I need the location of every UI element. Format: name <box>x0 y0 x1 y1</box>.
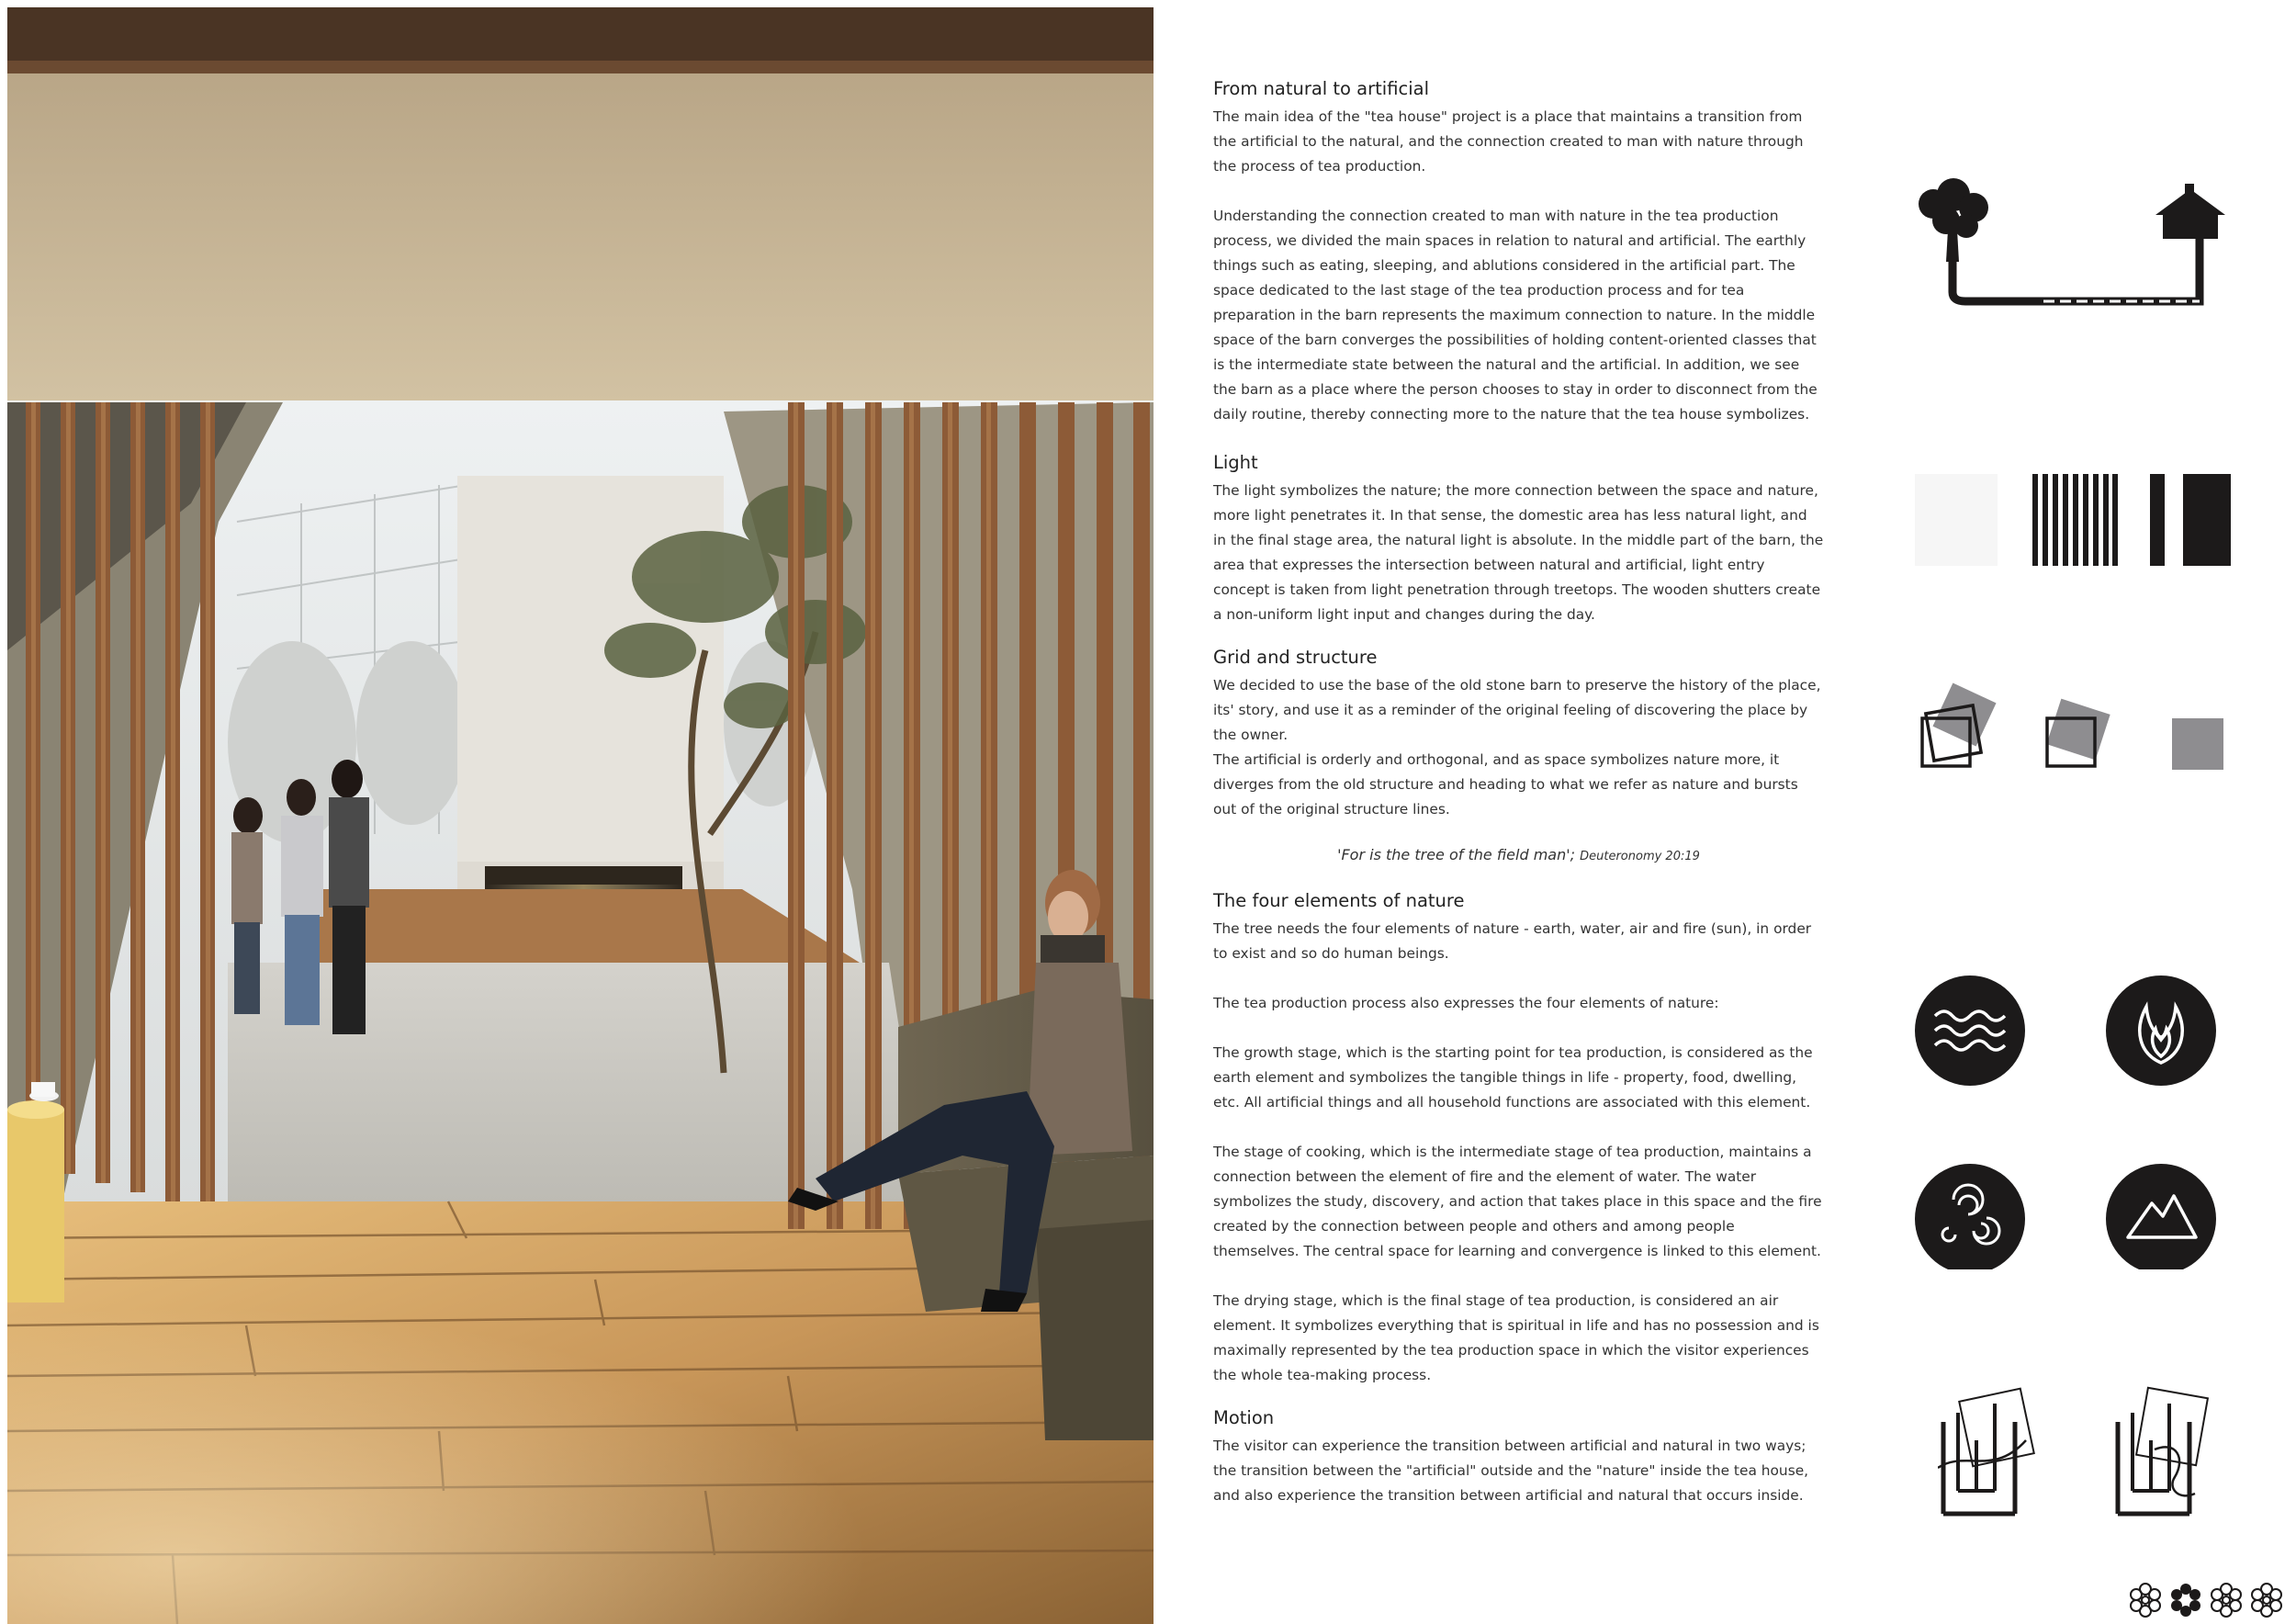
quote <box>1213 842 1824 869</box>
interior-rendering <box>7 7 1154 1624</box>
paragraph: The artificial is orderly and orthogonal, and as space symbolizes nature more, it diverges from the old structure and heading to what we refer as nature and bursts out of the original structure lines. <box>1213 751 1798 818</box>
flower-outline-icon <box>2212 1584 2241 1617</box>
standing-people <box>231 760 369 1034</box>
section-title-motion: Motion <box>1213 1407 1275 1428</box>
four-elements-diagram <box>1915 976 2245 1273</box>
section-title-natural-artificial: From natural to artificial <box>1213 78 1429 99</box>
tree-to-house-diagram <box>1906 175 2236 325</box>
paragraph: The visitor can experience the transition between artificial and natural in two ways; the transition between the "artificial" outside and the "nature" inside the tea house, and also experience the transition between artificial and natural that occurs inside. <box>1213 1438 1809 1504</box>
paragraph: The drying stage, which is the final stage of tea production, is considered an air element. It symbolizes everything that is spiritual in life and has no possession and is maximally represented by the tea production space in which the visitor experiences the whole tea-making process. <box>1213 1292 1819 1383</box>
paragraph: The tea production process also expresses the four elements of nature: <box>1213 995 1719 1011</box>
water-icon <box>1915 976 2025 1086</box>
section-title-light: Light <box>1213 452 1258 473</box>
grid-structure-diagram <box>1915 682 2245 795</box>
quote-reference: Deuteronomy 20:19 <box>1580 850 1700 863</box>
tree-icon <box>1919 178 1988 262</box>
grid-solid-icon <box>2172 718 2223 770</box>
paragraph: The light symbolizes the nature; the more connection between the space and nature, more light penetrates it. In that sense, the domestic area has less natural light, and in the final stage area, the natural light is absolute. In the middle part of the barn, the area that expresses the intersection between natural and artificial, light entry concept is taken from light penetration through treetops. The wooden shutters create a non-uniform light input and changes during the day. <box>1213 482 1824 623</box>
flower-solid-icon <box>2171 1584 2200 1617</box>
paragraph: The growth stage, which is the starting point for tea production, is considered as the earth element and symbolizes the tangible things in life - property, food, dwelling, etc. All artificial things and all household functions are associated with this element. <box>1213 1044 1813 1111</box>
flower-outline-icon <box>2252 1584 2281 1617</box>
air-icon <box>1915 1164 2025 1269</box>
flower-ornaments <box>2129 1582 2294 1622</box>
grid-overlap-icon <box>1922 682 1997 766</box>
light-levels-diagram <box>1915 470 2245 575</box>
paragraph: The tree needs the four elements of nature - earth, water, air and fire (sun), in order to exist and so do human beings. <box>1213 920 1812 962</box>
text-column <box>1213 77 1824 1508</box>
flower-outline-icon <box>2131 1584 2160 1617</box>
fire-icon <box>2106 976 2216 1086</box>
paragraph: The main idea of the "tea house" project is a place that maintains a transition from the artificial to the natural, and the connection created to man with nature through the process of tea production. <box>1213 108 1804 175</box>
light-full-icon <box>1915 474 1998 566</box>
earth-icon <box>2106 1164 2216 1269</box>
paragraph: We decided to use the base of the old stone barn to preserve the history of the place, its' story, and use it as a reminder of the original feeling of discovering the place by the owner. <box>1213 677 1821 743</box>
paragraph: Understanding the connection created to man with nature in the tea production process, we divided the main spaces in relation to natural and artificial. The earthly things such as eating, sleeping, and ablutions considered in the artificial part. The space dedicated to the last stage of the tea production process and for tea preparation in the barn represents the maximum connection to nature. In the middle space of the barn converges the possibilities of holding content-oriented classes that is the intermediate state between the natural and the artificial. In addition, we see the barn as a place where the person chooses to stay in order to disconnect from the daily routine, thereby connecting more to the nature that the tea house symbolizes. <box>1213 208 1818 423</box>
side-table <box>7 1082 64 1303</box>
light-sparse-slats-icon <box>2150 474 2231 566</box>
paragraph: The stage of cooking, which is the intermediate stage of tea production, maintains a connection between the element of fire and the element of water. The water symbolizes the study, discovery, and action that takes place in this space and the fire created by the connection between people and others and among people themselves. The central space for learning and convergence is linked to this element. <box>1213 1144 1822 1259</box>
motion-inside-icon <box>2118 1388 2208 1514</box>
quote-text: 'For is the tree of the field man'; <box>1337 846 1576 863</box>
rendering-illustration <box>7 7 1154 1624</box>
motion-diagram <box>1938 1385 2232 1527</box>
section-title-four-elements: The four elements of nature <box>1213 890 1465 911</box>
section-title-grid-structure: Grid and structure <box>1213 647 1378 668</box>
house-icon <box>2155 184 2225 239</box>
grid-rotated-icon <box>2046 699 2110 766</box>
motion-outside-icon <box>1938 1389 2034 1514</box>
light-dense-slats-icon <box>2032 474 2118 566</box>
